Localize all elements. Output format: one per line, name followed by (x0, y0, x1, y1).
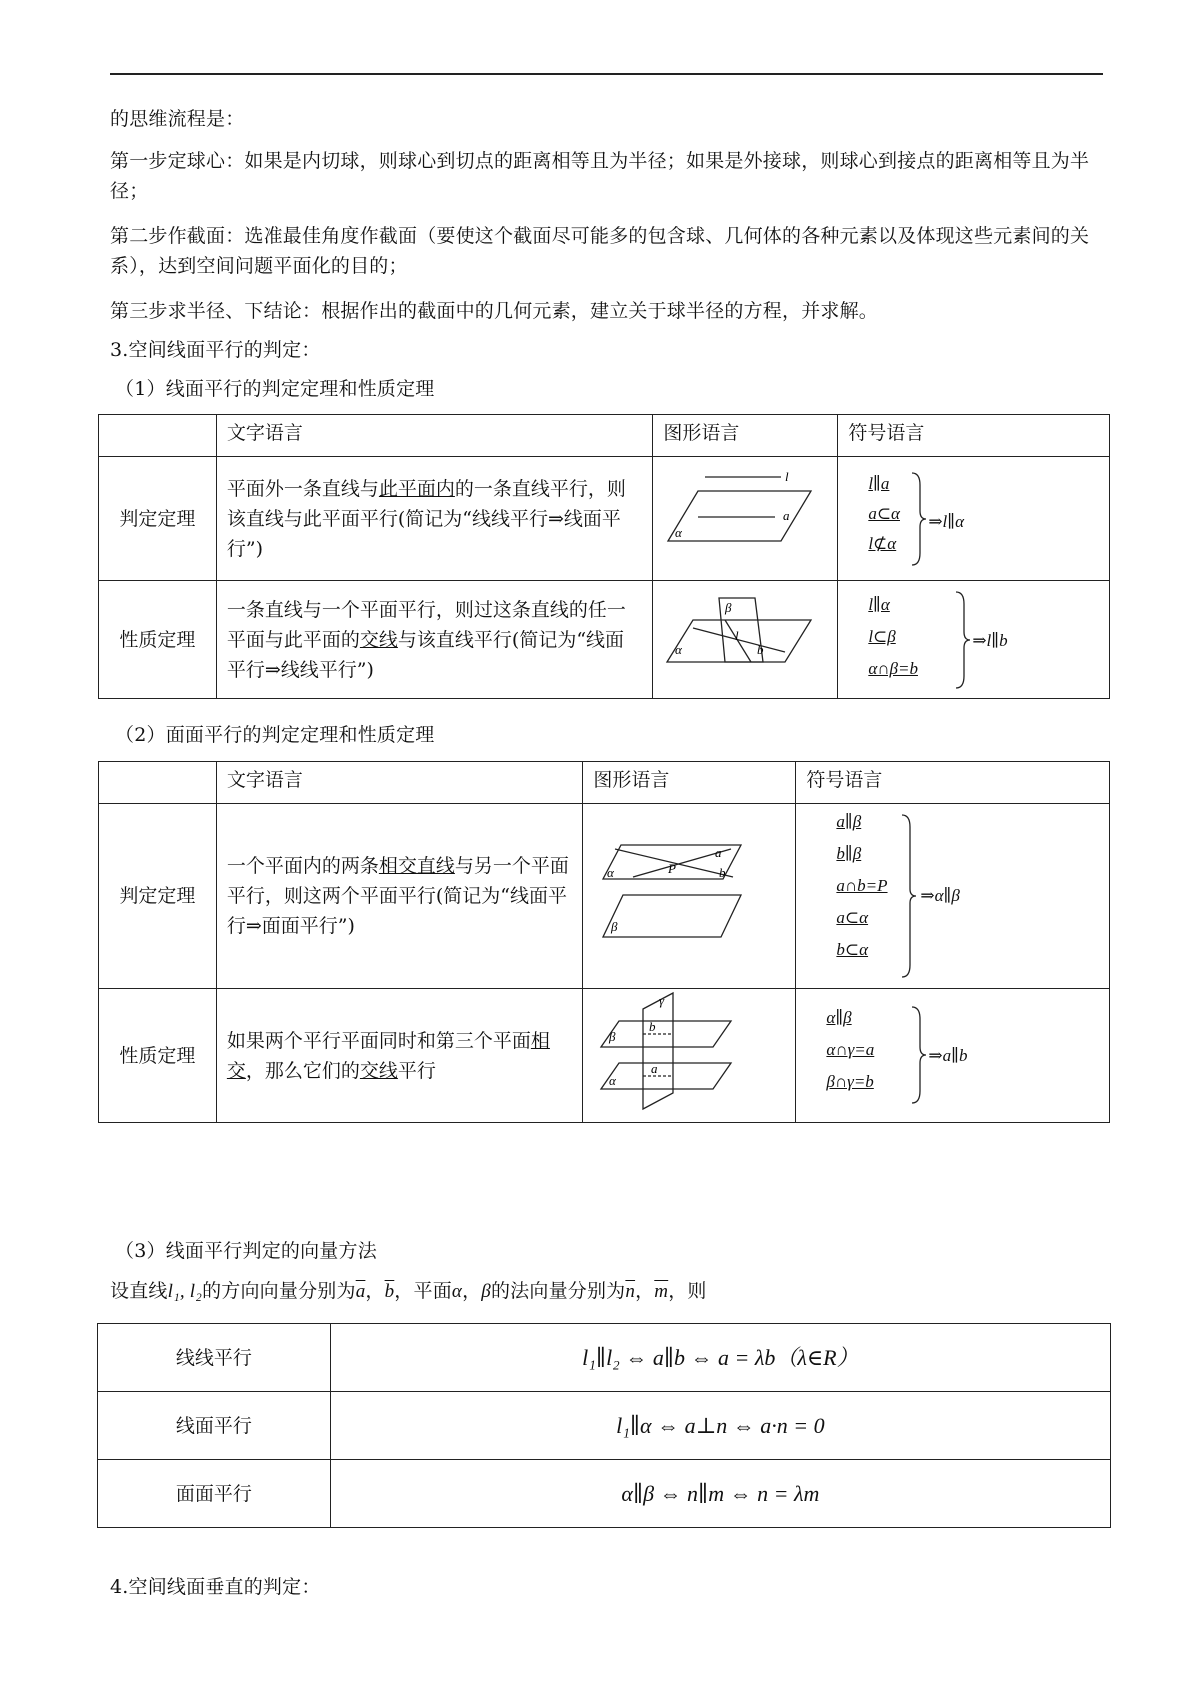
header-text-language: 文字语言 (216, 762, 583, 804)
table-row (98, 1324, 1111, 1392)
svg-text:P: P (668, 860, 677, 876)
vector-intro-line: 设直线l₁, l₂的方向向量分别为$\overline{a}$，$\overline{b}$，平面α，β的法向量分别为$\overline{n}$，$\overline{m}$，则 (110, 1280, 707, 1302)
table-row (98, 1392, 1111, 1460)
sub2-title: （2）面面平行的判定定理和性质定理 (115, 724, 435, 746)
row-label: 线线平行 (98, 1324, 331, 1392)
header-rule (110, 73, 1103, 75)
svg-text:α: α (607, 864, 615, 880)
svg-text:a: a (783, 508, 790, 523)
svg-text:l: l (785, 469, 789, 484)
header-empty-cell (99, 762, 217, 804)
row-label: 性质定理 (99, 989, 217, 1123)
sub3-title: （3）线面平行判定的向量方法 (115, 1240, 377, 1262)
symbol-cell: α∥β α∩γ=a β∩γ=b ⇒a∥b (796, 989, 1110, 1123)
row-formula: l₁∥l₂ ⇔ a∥b ⇔ a = λb（λ∈R） (330, 1324, 1110, 1392)
row-label: 线面平行 (98, 1392, 331, 1460)
symbol-cell: l∥a a⊂α l⊄α ⇒l∥α (838, 457, 1110, 581)
svg-text:l: l (735, 628, 739, 643)
svg-text:a: a (715, 844, 722, 860)
svg-text:α: α (675, 642, 683, 657)
header-empty-cell (99, 415, 217, 457)
plane-plane-property-figure (583, 989, 796, 1123)
row-text: 一个平面内的两条相交直线与另一个平面平行，则这两个平面平行(简记为“线面平行⇒面面平行”) (216, 804, 583, 989)
svg-text:β: β (725, 600, 732, 615)
svg-text:b: b (649, 1019, 656, 1034)
table-row (99, 581, 1110, 699)
table-header-row (99, 762, 1110, 804)
svg-text:β: β (611, 918, 618, 934)
table-header-row (99, 415, 1110, 457)
header-symbol-language: 符号语言 (796, 762, 1110, 804)
svg-text:α: α (675, 525, 683, 540)
svg-text:b: b (757, 642, 764, 657)
section4-title: 4.空间线面垂直的判定： (110, 1576, 321, 1598)
step3-paragraph: 第三步求半径、下结论：根据作出的截面中的几何元素，建立关于球半径的方程，并求解。 (110, 300, 879, 322)
row-formula: l₁∥α ⇔ a⊥n ⇔ a·n = 0 (330, 1392, 1110, 1460)
header-figure-language: 图形语言 (653, 415, 838, 457)
symbol-cell: a∥β b∥β a∩b=P a⊂α b⊂α ⇒α∥β (796, 804, 1110, 989)
vector-method-table (97, 1323, 1111, 1528)
intro-line: 的思维流程是： (110, 108, 245, 130)
plane-plane-judgement-figure (583, 804, 796, 989)
row-text: 如果两个平行平面同时和第三个平面相交，那么它们的交线平行 (216, 989, 583, 1123)
plane-plane-parallel-table (98, 761, 1110, 1123)
table-row (99, 457, 1110, 581)
table-row (98, 1460, 1111, 1528)
svg-text:α: α (609, 1073, 617, 1088)
row-label: 判定定理 (99, 804, 217, 989)
row-label: 性质定理 (99, 581, 217, 699)
svg-text:β: β (609, 1029, 616, 1044)
row-label: 面面平行 (98, 1460, 331, 1528)
table-row (99, 804, 1110, 989)
row-text: 平面外一条直线与此平面内的一条直线平行，则该直线与此平面平行(简记为“线线平行⇒线面平行”) (216, 457, 652, 581)
svg-text:γ: γ (659, 993, 665, 1008)
symbol-cell: l∥α l⊂β α∩β=b ⇒l∥b (838, 581, 1110, 699)
svg-text:a: a (651, 1061, 658, 1076)
line-plane-property-figure (653, 581, 838, 699)
header-symbol-language: 符号语言 (838, 415, 1110, 457)
svg-text:b: b (719, 864, 726, 880)
sub1-title: （1）线面平行的判定定理和性质定理 (115, 378, 435, 400)
header-text-language: 文字语言 (216, 415, 652, 457)
header-figure-language: 图形语言 (583, 762, 796, 804)
step1-paragraph: 第一步定球心：如果是内切球，则球心到切点的距离相等且为半径；如果是外接球，则球心到接点的距离相等且为半径； (110, 150, 1090, 202)
line-plane-judgement-figure (653, 457, 838, 581)
line-plane-parallel-table (98, 414, 1110, 699)
table-row (99, 989, 1110, 1123)
row-label: 判定定理 (99, 457, 217, 581)
row-text: 一条直线与一个平面平行，则过这条直线的任一平面与此平面的交线与该直线平行(简记为“线面平行⇒线线平行”) (216, 581, 652, 699)
row-formula: α∥β ⇔ n∥m ⇔ n = λm (330, 1460, 1110, 1528)
section3-title: 3.空间线面平行的判定： (110, 339, 321, 361)
step2-paragraph: 第二步作截面：选准最佳角度作截面（要使这个截面尽可能多的包含球、几何体的各种元素以及体现这些元素间的关系），达到空间问题平面化的目的； (110, 225, 1090, 277)
